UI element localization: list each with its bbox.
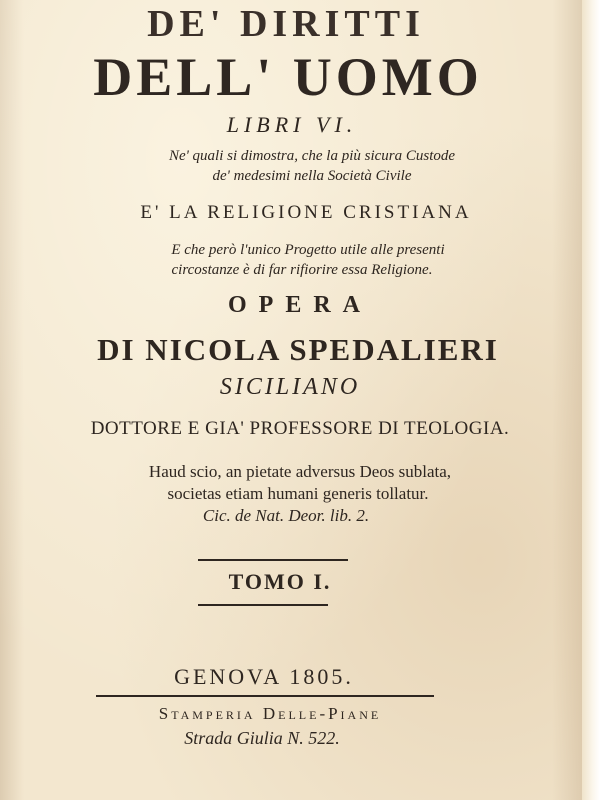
divider-rule-top	[198, 559, 348, 561]
opera-label: OPERA	[228, 292, 372, 318]
epigraph-line1: Haud scio, an pietate adversus Deos sublata,	[148, 462, 452, 481]
subtitle-line5: circostanze è di far rifiorire essa Religione.	[171, 262, 433, 278]
book-title-line2: DELL' UOMO	[93, 47, 483, 107]
printer-address: Strada Giulia N. 522.	[184, 728, 340, 748]
volume-books: LIBRI VI.	[226, 112, 358, 137]
epigraph-source	[0, 506, 586, 526]
printer-name: Stamperia Delle-Piane	[158, 704, 382, 723]
author-credentials: DOTTORE E GIA' PROFESSORE DI TEOLOGIA.	[90, 418, 510, 439]
subtitle-line1: Ne' quali si dimostra, che la più sicura Custode	[168, 148, 456, 164]
subtitle-line4: E che però l'unico Progetto utile alle presenti	[171, 242, 445, 258]
divider-rule-bottom	[198, 604, 328, 606]
tome-label: TOMO I.	[228, 569, 332, 594]
epigraph-line2: societas etiam humani generis tollatur.	[167, 484, 429, 503]
subtitle-line3: E' LA RELIGIONE CRISTIANA	[140, 202, 472, 223]
author-origin: SICILIANO	[219, 374, 361, 400]
imprint-rule	[96, 695, 434, 697]
place-year: GENOVA 1805.	[174, 664, 354, 689]
book-title-line1: DE' DIRITTI	[147, 3, 425, 45]
epigraph-source-text: Cic. de Nat. Deor. lib. 2.	[202, 506, 370, 525]
subtitle-line2: de' medesimi nella Società Civile	[212, 168, 412, 184]
author-name: DI NICOLA SPEDALIERI	[97, 332, 499, 367]
